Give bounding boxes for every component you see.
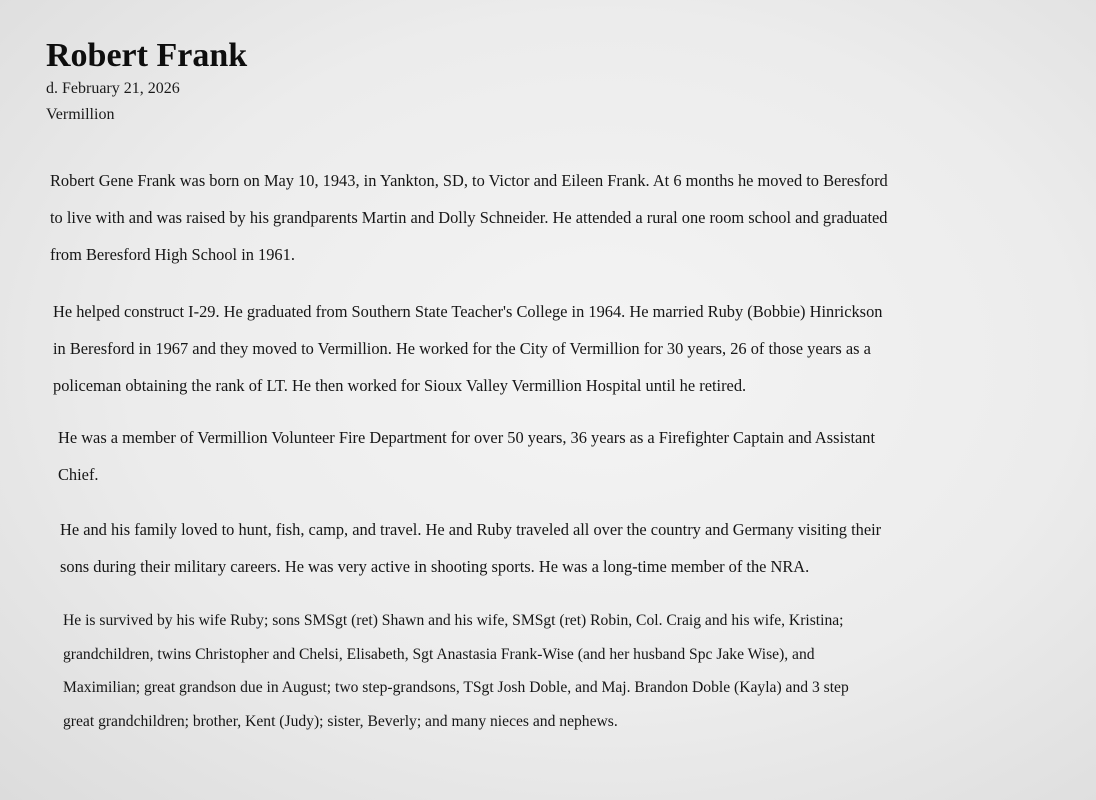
paragraph-line: He and his family loved to hunt, fish, camp, and travel. He and Ruby traveled all over the country and Germany visiting their	[60, 520, 882, 539]
paragraph-line: grandchildren, twins Christopher and Chelsi, Elisabeth, Sgt Anastasia Frank-Wise (and her husband Spc Jake Wise), and	[63, 645, 815, 663]
paragraph-line: to live with and was raised by his grandparents Martin and Dolly Schneider. He attended a rural one room school and graduated	[50, 208, 888, 227]
paragraph-line: He is survived by his wife Ruby; sons SMSgt (ret) Shawn and his wife, SMSgt (ret) Robin, Col. Craig and his wife, Kristina;	[63, 612, 844, 629]
paragraph-survivors	[63, 604, 849, 738]
location: Vermillion	[46, 106, 115, 123]
deceased-name: Robert Frank	[46, 37, 248, 74]
paragraph-birth-early-life	[50, 162, 888, 273]
paragraph-line: Robert Gene Frank was born on May 10, 1943, in Yankton, SD, to Victor and Eileen Frank. At 6 months he moved to Beresford	[50, 171, 888, 190]
death-date: d. February 21, 2026	[46, 80, 180, 97]
paragraph-line: He helped construct I-29. He graduated from Southern State Teacher's College in 1964. He married Ruby (Bobbie) Hinrickson	[53, 302, 883, 321]
paragraph-line: He was a member of Vermillion Volunteer Fire Department for over 50 years, 36 years as a Firefighter Captain and Assistant	[58, 428, 876, 447]
paragraph-line: from Beresford High School in 1961.	[50, 245, 295, 264]
obituary-header	[46, 36, 247, 128]
paragraph-line: great grandchildren; brother, Kent (Judy); sister, Beverly; and many nieces and nephews.	[63, 712, 618, 730]
paragraph-line: in Beresford in 1967 and they moved to Vermillion. He worked for the City of Vermillion for 30 years, 26 of those years as a	[53, 339, 871, 358]
paragraph-hobbies	[60, 511, 881, 585]
paragraph-career	[53, 293, 882, 404]
paragraph-line: Maximilian; great grandson due in August; two step-grandsons, TSgt Josh Doble, and Maj. Brandon Doble (Kayla) and 3 step	[63, 679, 849, 696]
paragraph-fire-department	[58, 419, 875, 493]
paragraph-line: Chief.	[58, 465, 99, 484]
paragraph-line: policeman obtaining the rank of LT. He then worked for Sioux Valley Vermillion Hospital until he retired.	[53, 376, 747, 395]
paragraph-line: sons during their military careers. He was very active in shooting sports. He was a long-time member of the NRA.	[60, 557, 810, 576]
